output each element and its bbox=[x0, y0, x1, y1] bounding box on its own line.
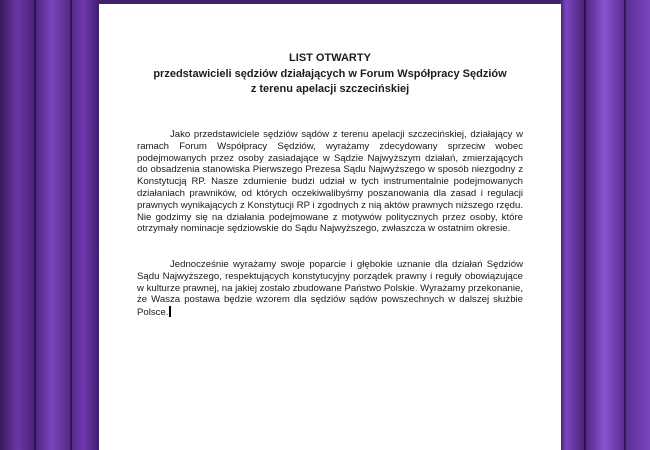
letter-paragraph-2-text: Jednocześnie wyrażamy swoje poparcie i głębokie uznanie dla działań Sędziów Sądu Najwyższego, respektujących konstytucyjny porządek prawny i reguły obowiązujące w kulturze prawnej, na jakiej zostało zbudowane Państwo Polskie. Wyrażamy przekonanie, że Wasza postawa będzie wzorem dla sędziów sądów powszechnych w dalszej służbie Polsce. bbox=[137, 259, 523, 319]
text-cursor bbox=[169, 306, 171, 317]
fabric-fold-right-outer bbox=[624, 0, 626, 450]
letter-title: LIST OTWARTY bbox=[289, 52, 371, 64]
letter-subtitle-line1: przedstawicieli sędziów działających w Forum Współpracy Sędziów bbox=[153, 68, 507, 80]
fabric-fold-left-inner bbox=[70, 0, 72, 450]
fabric-fold-right bbox=[584, 0, 586, 450]
letter-subtitle-line2: z terenu apelacji szczecińskiej bbox=[250, 83, 410, 95]
fabric-fold-left bbox=[34, 0, 36, 450]
letter-paragraph-2 bbox=[137, 259, 523, 319]
letter-paragraph-1: Jako przedstawiciele sędziów sądów z terenu apelacji szczecińskiej, działający w ramach Forum Współpracy Sędziów, wyrażamy zdecydowany sprzeciw wobec podejmowanych przez osoby zasiadające w Sądzie Najwyższym działań, zmierzających do obsadzenia stanowiska Pierwszego Prezesa Sądu Najwyższego w sposób niezgodny z Konstytucją RP. Nasze zdumienie budzi udział w tych instrumentalnie podejmowanych działaniach prawników, od których oczekiwalibyśmy poszanowania dla zasad i regulacji prawnych wynikających z Konstytucji RP i zgodnych z nią aktów prawnych niższego rzędu. Nie godzimy się na działania podejmowane z motywów politycznych przez osoby, które otrzymały nominacje sędziowskie do Sądu Najwyższego, zwłaszcza w ostatnim okresie. bbox=[137, 129, 523, 235]
letter-sheet bbox=[99, 4, 561, 450]
